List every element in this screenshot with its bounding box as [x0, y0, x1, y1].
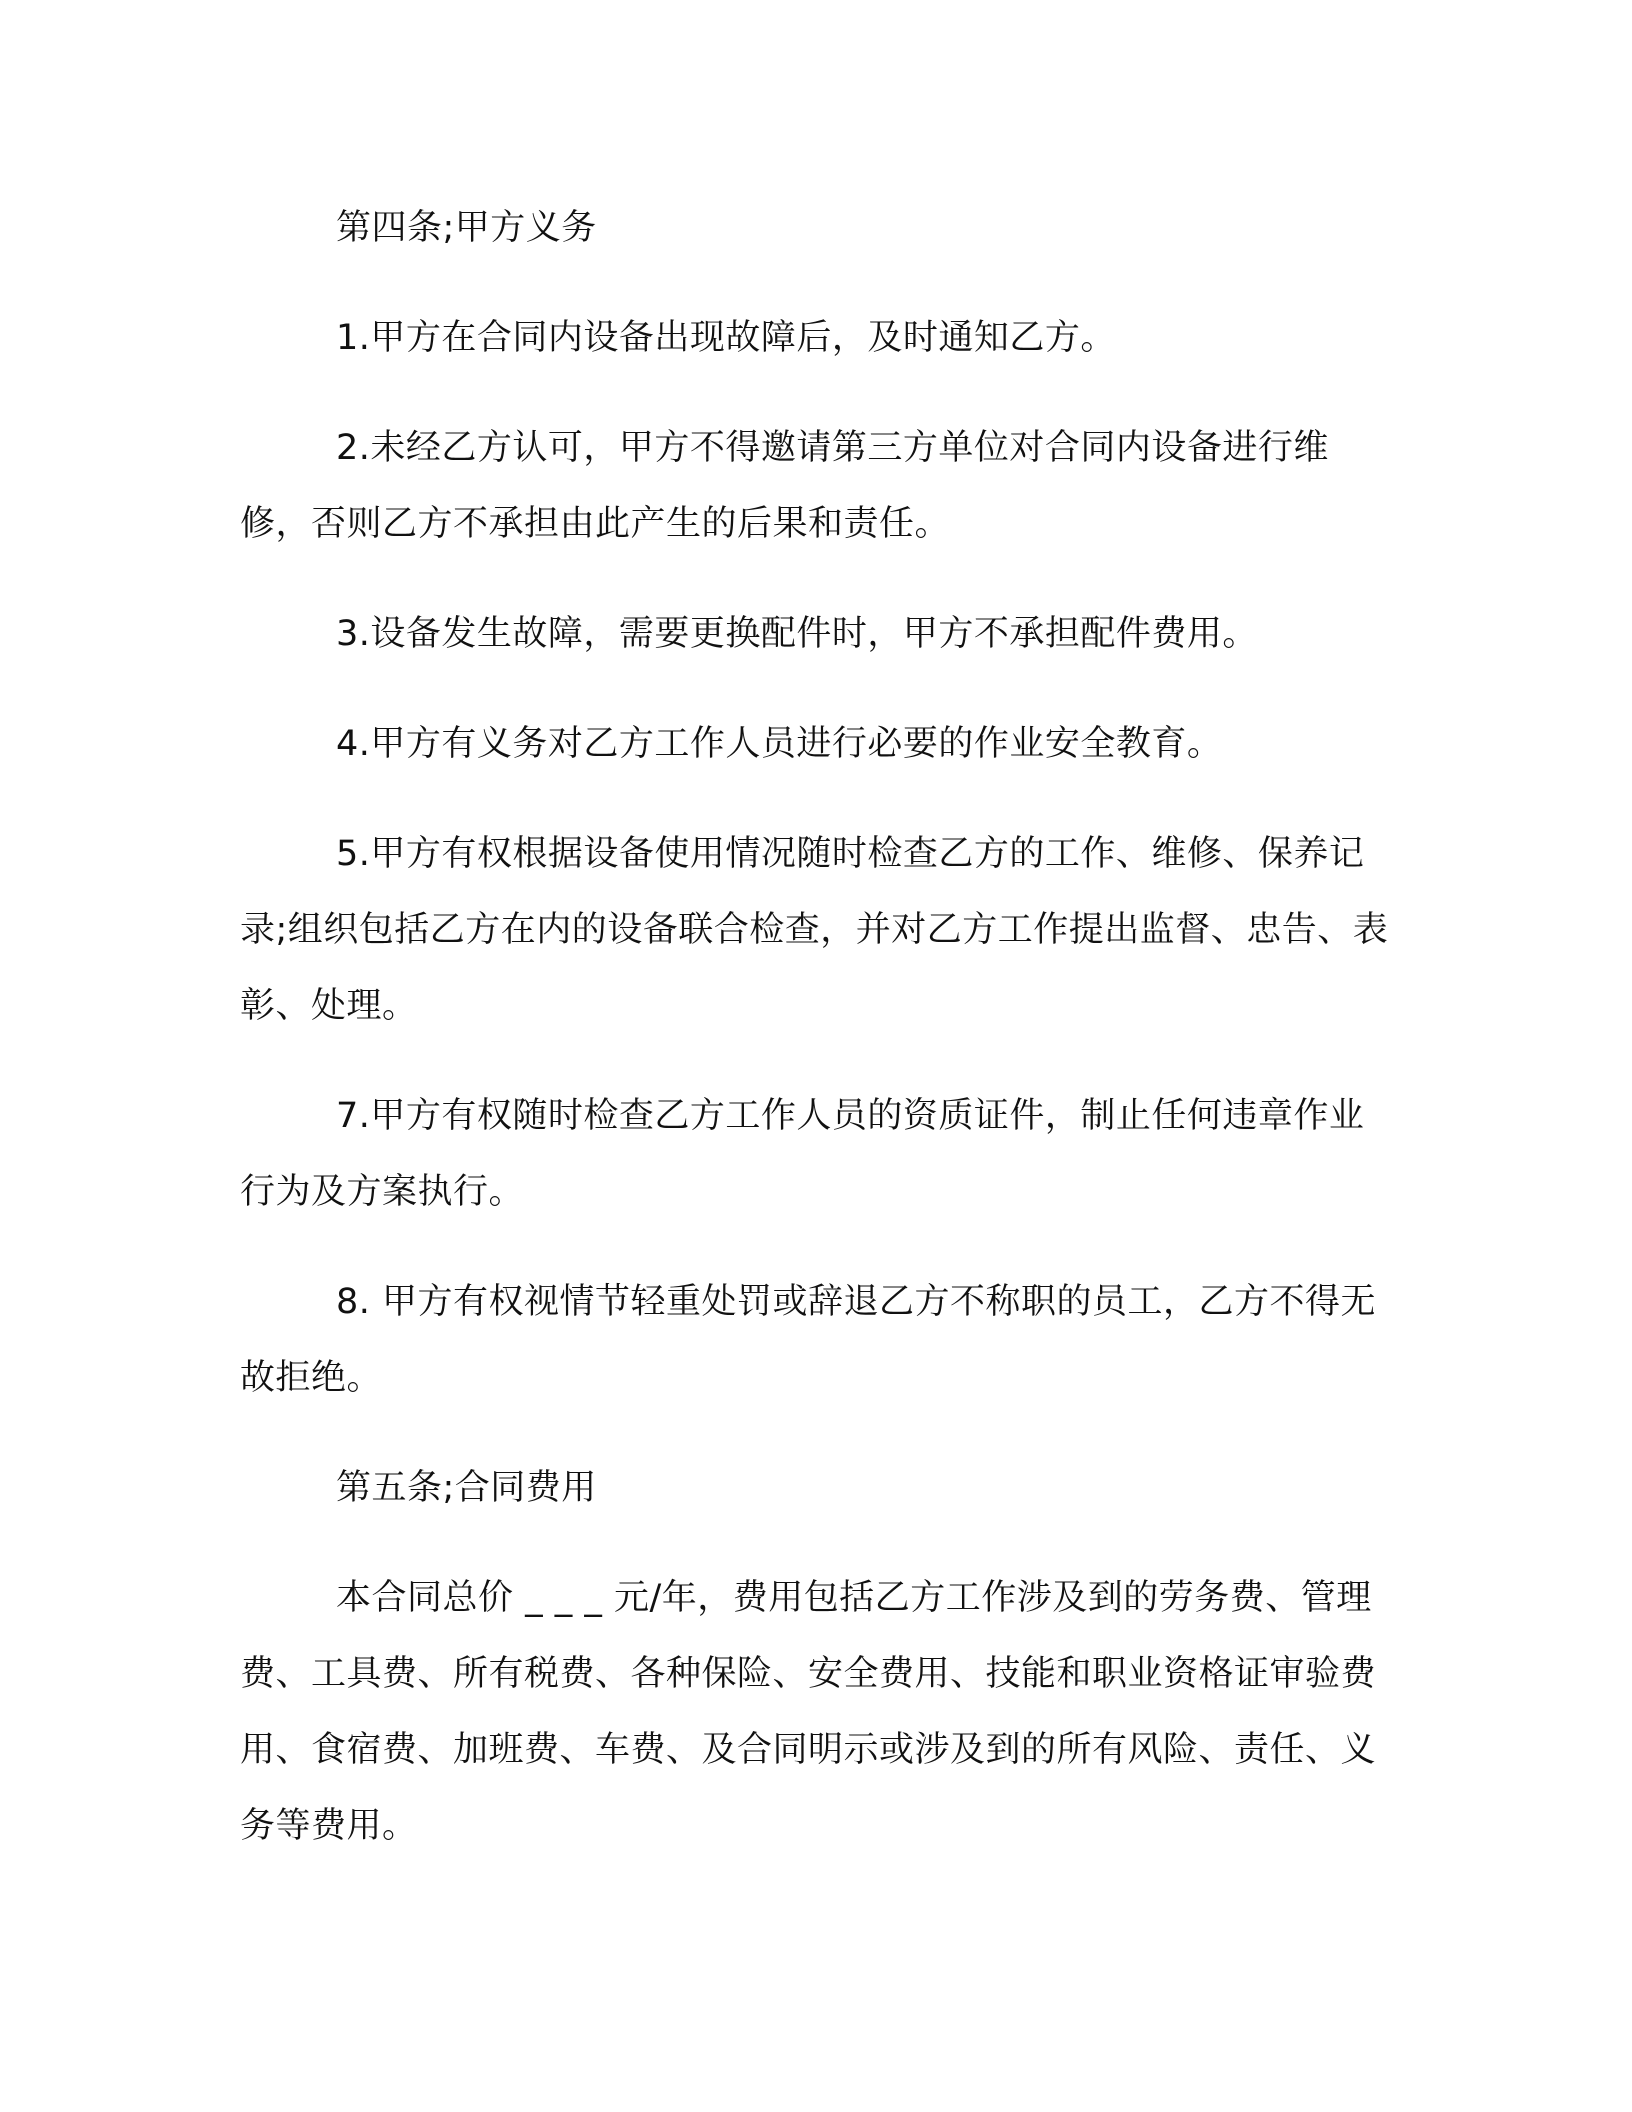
section-4-item-5: 5.甲方有权根据设备使用情况随时检查乙方的工作、维修、保养记录;组织包括乙方在内的设备联合检查，并对乙方工作提出监督、忠告、表彰、处理。 — [240, 834, 1389, 1026]
section-4-item-4: 4.甲方有义务对乙方工作人员进行必要的作业安全教育。 — [336, 724, 1223, 764]
section-5-heading: 第五条;合同费用 — [336, 1468, 597, 1508]
section-5-text: 本合同总价 _ _ _ 元/年，费用包括乙方工作涉及到的劳务费、管理费、工具费、所有税费、各种保险、安全费用、技能和职业资格证审验费用、食宿费、加班费、车费、及合同明示或涉及到的所有风险、责任、义务等费用。 — [240, 1578, 1377, 1846]
section-4-item-7: 7.甲方有权随时检查乙方工作人员的资质证件，制止任何违章作业行为及方案执行。 — [240, 1096, 1365, 1212]
section-4-item-8: 8. 甲方有权视情节轻重处罚或辞退乙方不称职的员工，乙方不得无故拒绝。 — [240, 1282, 1377, 1398]
section-4-heading: 第四条;甲方义务 — [336, 208, 597, 248]
section-4-item-2: 2.未经乙方认可，甲方不得邀请第三方单位对合同内设备进行维修，否则乙方不承担由此产生的后果和责任。 — [240, 428, 1329, 544]
section-4-item-1: 1.甲方在合同内设备出现故障后，及时通知乙方。 — [336, 318, 1116, 358]
section-4-item-3: 3.设备发生故障，需要更换配件时，甲方不承担配件费用。 — [336, 614, 1258, 654]
document-body — [240, 190, 1390, 1898]
